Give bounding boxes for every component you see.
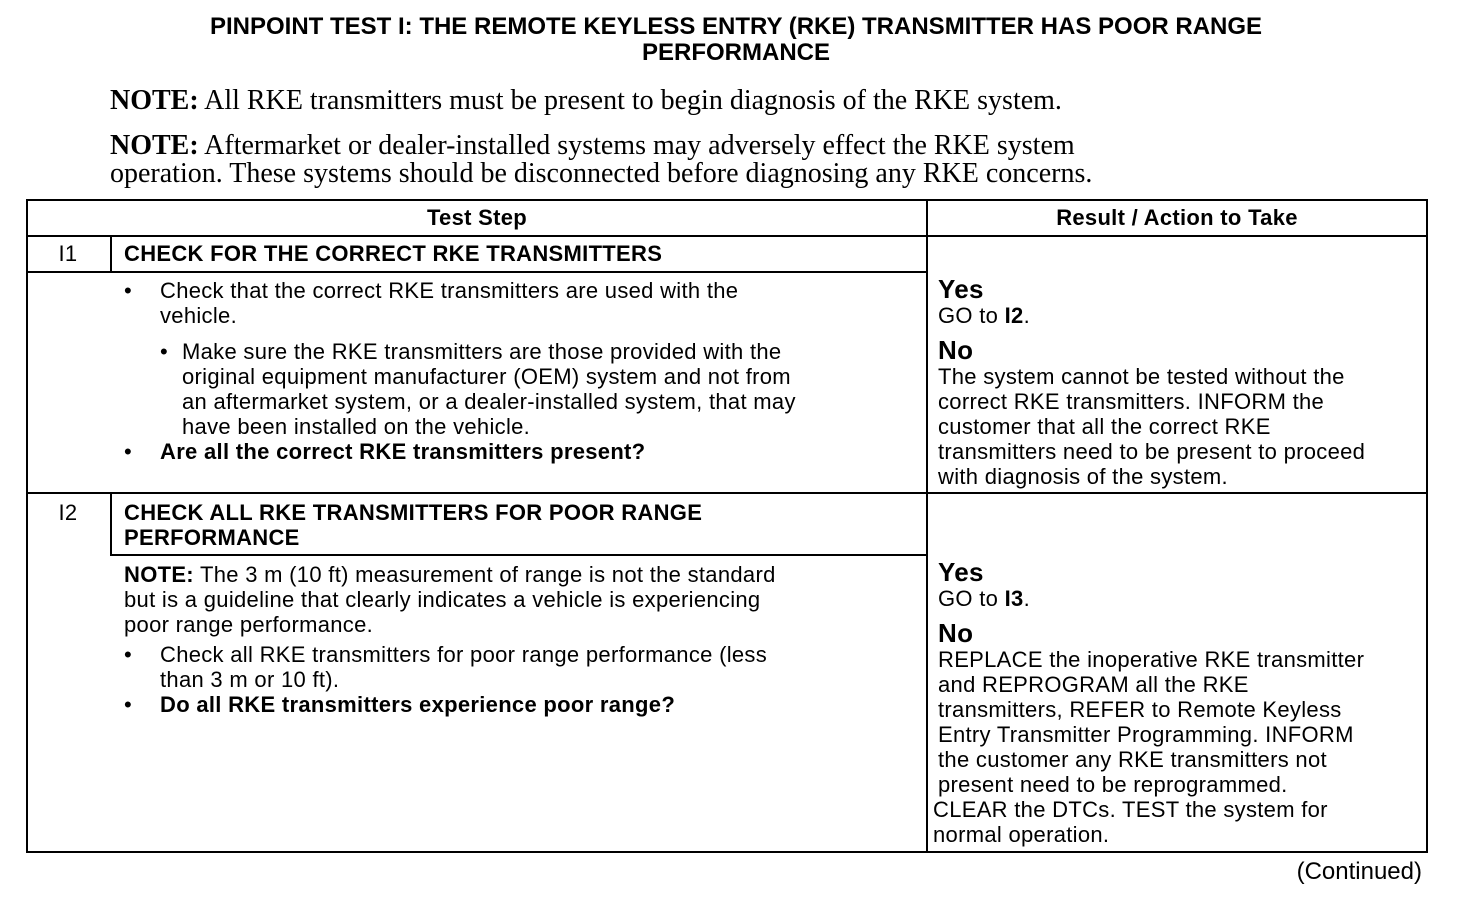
step-i1-yes-action-suffix: . <box>1023 303 1030 328</box>
step-i2-note-line: but is a guideline that clearly indicates a vehicle is experiencing <box>124 587 761 612</box>
step-i2-yes-action <box>938 586 1423 611</box>
step-i2-no-line: and REPROGRAM all the RKE <box>938 672 1249 697</box>
step-i1-no-line: transmitters need to be present to proceed <box>938 439 1366 464</box>
step-i1-subbullet-line: an aftermarket system, or a dealer-installed system, that may <box>182 389 796 414</box>
step-i1-bullet-1-line: vehicle. <box>160 303 237 328</box>
step-i1-bullet-1: • Check that the correct RKE transmitters are used with the vehicle. <box>124 278 739 328</box>
step-i1-no-line: The system cannot be tested without the <box>938 364 1345 389</box>
step-i1-no-action <box>938 364 1423 489</box>
step-i2-goto-i3[interactable]: I3 <box>1004 586 1024 611</box>
step-i2-yes-action-prefix: GO to <box>938 586 1005 611</box>
step-i2-no-line: present need to be reprogrammed. <box>938 772 1288 797</box>
step-i2-result <box>933 557 1423 847</box>
column-divider <box>926 201 928 851</box>
step-i2-after-action <box>933 797 1423 847</box>
step-i1-subbullet-line: have been installed on the vehicle. <box>182 414 531 439</box>
title-line-2: PERFORMANCE <box>641 39 830 66</box>
step-i2-no-label: No <box>938 618 974 648</box>
step-i2-after-line: CLEAR the DTCs. TEST the system for <box>933 797 1328 822</box>
step-i2-title-line: PERFORMANCE <box>124 525 300 550</box>
note-2-text: Aftermarket or dealer-installed systems may adversely effect the RKE system <box>198 130 1075 161</box>
step-i1-yes-action-prefix: GO to <box>938 303 1005 328</box>
note-2 <box>110 131 1310 189</box>
step-i2-yes-label: Yes <box>938 557 984 587</box>
step-i1-no-line: customer that all the correct RKE <box>938 414 1271 439</box>
step-i2-id-divider <box>110 492 112 555</box>
step-i2-after-line: normal operation. <box>933 822 1110 847</box>
step-i1-no-label: No <box>938 335 974 365</box>
step-i2-no-line: the customer any RKE transmitters not <box>938 747 1327 772</box>
pinpoint-test-table <box>26 199 1428 853</box>
continued-label: (Continued) <box>1296 858 1422 885</box>
step-divider <box>28 492 1426 494</box>
title-line-1: PINPOINT TEST I: THE REMOTE KEYLESS ENTRY (RKE) TRANSMITTER HAS POOR RANGE <box>209 13 1263 40</box>
step-i2-yes-action-suffix: . <box>1023 586 1030 611</box>
step-i1-yes-label: Yes <box>938 274 984 304</box>
step-i2-note-label: NOTE: <box>124 562 194 587</box>
header-divider <box>28 235 1426 237</box>
step-i2-no-line: transmitters, REFER to Remote Keyless <box>938 697 1342 722</box>
page-title <box>0 14 1472 66</box>
note-2-text-line2: operation. These systems should be disconnected before diagnosing any RKE concerns. <box>110 158 1093 189</box>
step-i2-id: I2 <box>58 500 78 525</box>
step-i1-id: I1 <box>58 241 78 266</box>
header-result: Result / Action to Take <box>1056 205 1298 230</box>
note-1-label: NOTE: <box>110 85 199 116</box>
step-i1-title: CHECK FOR THE CORRECT RKE TRANSMITTERS <box>124 241 663 266</box>
note-2-label: NOTE: <box>110 130 199 161</box>
step-i2-note <box>124 562 776 637</box>
step-i2-bullet-1-line: Check all RKE transmitters for poor range performance (less <box>160 642 768 667</box>
note-1-text: All RKE transmitters must be present to begin diagnosis of the RKE system. <box>198 85 1062 116</box>
step-i1-question: • Are all the correct RKE transmitters present? <box>124 439 646 464</box>
note-1 <box>110 86 1310 116</box>
step-i1-subbullet-line: original equipment manufacturer (OEM) system and not from <box>182 364 791 389</box>
step-i1-subbullet-line: Make sure the RKE transmitters are those provided with the <box>182 339 782 364</box>
step-i2-note-line: poor range performance. <box>124 612 374 637</box>
step-i2-bullet-1-line: than 3 m or 10 ft). <box>160 667 340 692</box>
step-i1-no-line: with diagnosis of the system. <box>938 464 1228 489</box>
step-i2-no-line: REPLACE the inoperative RKE transmitter <box>938 647 1365 672</box>
step-i1-bullet-1-line: Check that the correct RKE transmitters are used with the <box>160 278 739 303</box>
step-i2-question-text: Do all RKE transmitters experience poor range? <box>160 692 676 717</box>
step-i1-subbullet: • Make sure the RKE transmitters are those provided with the original equipment manufacturer (OEM) system and not from an aftermarket system, or a dealer-installed system, that may have been installed on the vehicle. <box>160 339 796 439</box>
step-i2-title-divider <box>110 554 926 556</box>
header-test-step: Test Step <box>426 205 528 230</box>
step-i1-id-divider <box>110 235 112 271</box>
step-i1-question-text: Are all the correct RKE transmitters present? <box>160 439 646 464</box>
step-i1-yes-action <box>938 303 1423 328</box>
step-i1-result <box>938 275 1423 489</box>
step-i2-question: • Do all RKE transmitters experience poor range? <box>124 692 676 717</box>
step-i1-title-divider <box>28 271 926 273</box>
step-i2-no-line: Entry Transmitter Programming. INFORM <box>938 722 1354 747</box>
step-i2-no-action <box>938 647 1423 797</box>
step-i2-title <box>124 500 702 550</box>
step-i1-no-line: correct RKE transmitters. INFORM the <box>938 389 1325 414</box>
step-i2-note-line: The 3 m (10 ft) measurement of range is not the standard <box>193 562 776 587</box>
step-i2-title-line: CHECK ALL RKE TRANSMITTERS FOR POOR RANGE <box>124 500 703 525</box>
step-i2-bullet-1: • Check all RKE transmitters for poor range performance (less than 3 m or 10 ft). <box>124 642 768 692</box>
step-i1-goto-i2[interactable]: I2 <box>1004 303 1024 328</box>
